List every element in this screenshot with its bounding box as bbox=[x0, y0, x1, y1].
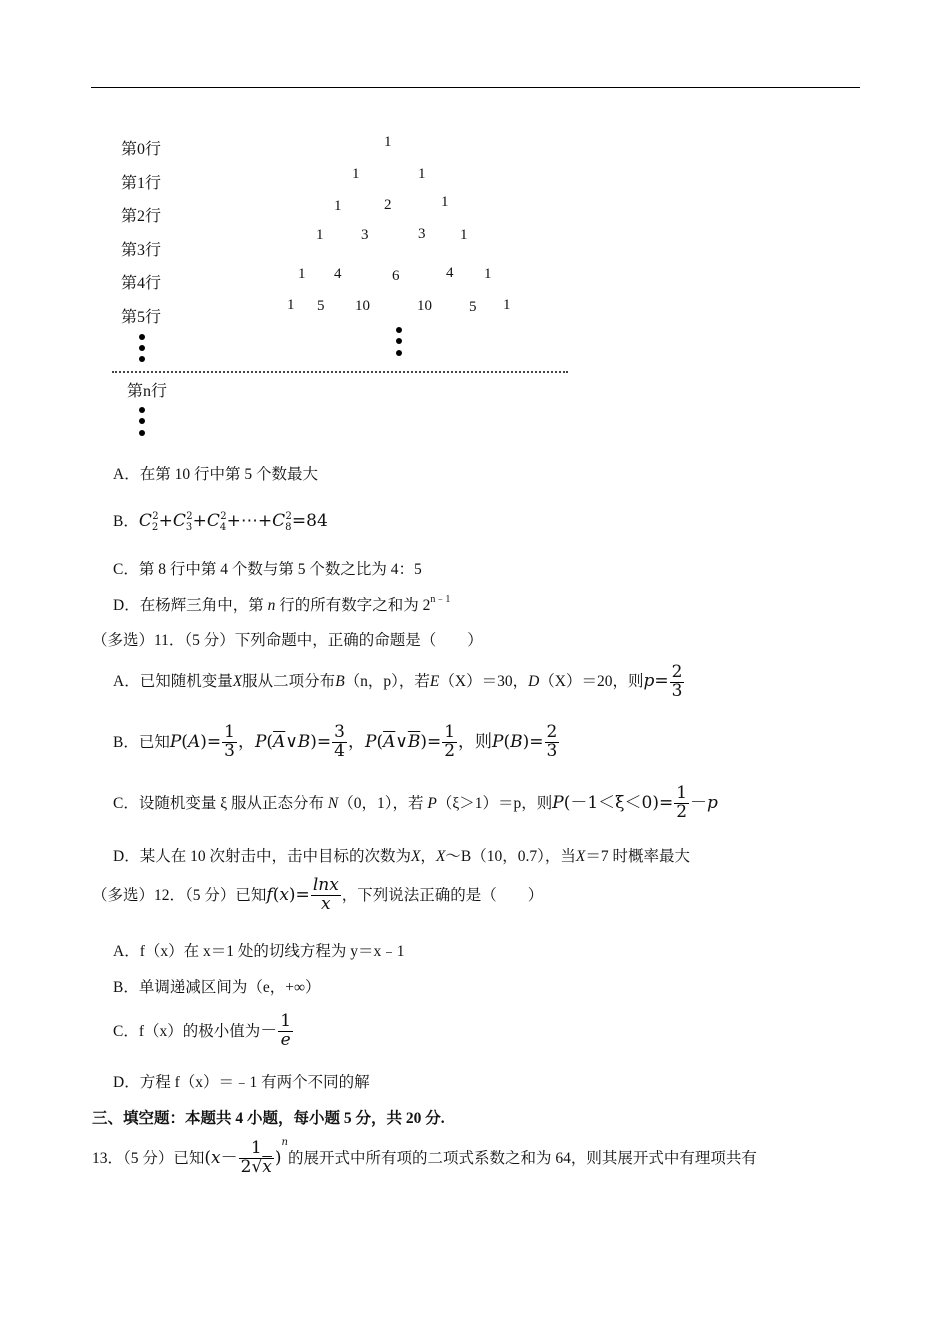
q10-option-b bbox=[113, 509, 328, 531]
q11-option-c: C．设随机变量 ξ 服从正态分布 N（0，1），若 P（ξ＞1）＝p，则P(－1＜ξ＜0)= $\frac{1}{2}$ －p bbox=[113, 783, 718, 822]
row-label-3: 第3行 bbox=[121, 242, 162, 259]
triangle-cell: 5 bbox=[469, 299, 477, 315]
triangle-cell: 1 bbox=[287, 297, 295, 313]
probability-conditions: P(A)= $\frac{1}{3}$ ，$P(\overline{A}\vee B)=$ $\frac{3}{4}$ ，$P(\overline{A}\vee\overline{B})=$ $\frac{1}{2}$ ，则P(B)= $\frac{2}{3}$ bbox=[169, 722, 558, 761]
triangle-cell: 1 bbox=[503, 297, 511, 313]
function-definition: f(x)= $\frac{\ln x}{x}$ bbox=[266, 875, 339, 914]
triangle-cell: 1 bbox=[334, 198, 342, 214]
q10-option-b-prefix: B． bbox=[113, 513, 139, 530]
triangle-cell: 1 bbox=[460, 227, 468, 243]
triangle-cell: 1 bbox=[298, 266, 306, 282]
binomial-expression: (x－ $\frac{1}{2√x}$ )$^n$ bbox=[204, 1136, 288, 1177]
q11-option-a: A．已知随机变量X服从二项分布B（n，p），若E（X）＝30，D（X）＝20，则p= $\frac{2}{3}$ bbox=[113, 662, 683, 701]
row-label-n: 第n行 bbox=[127, 383, 168, 400]
row-label-5: 第5行 bbox=[121, 309, 162, 326]
row-label-1: 第1行 bbox=[121, 175, 162, 192]
q12-option-b: B．单调递减区间为（e，+∞） bbox=[113, 979, 321, 996]
q10-option-d: D．在杨辉三角中，第 n 行的所有数字之和为 $2^{n﹣1}$ bbox=[113, 594, 451, 614]
triangle-cell: 3 bbox=[418, 226, 426, 242]
triangle-cell: 1 bbox=[384, 134, 392, 150]
triangle-cell: 4 bbox=[446, 265, 454, 281]
triangle-cell: 1 bbox=[484, 266, 492, 282]
triangle-cell: 1 bbox=[418, 166, 426, 182]
q12-option-d: D．方程 f（x）＝﹣1 有两个不同的解 bbox=[113, 1074, 370, 1091]
q12-option-a: A．f（x）在 x＝1 处的切线方程为 y＝x﹣1 bbox=[113, 943, 405, 960]
dotted-divider bbox=[112, 371, 568, 373]
triangle-cell: 5 bbox=[317, 298, 325, 314]
section-heading: 三、填空题：本题共 4 小题，每小题 5 分，共 20 分. bbox=[92, 1110, 445, 1127]
triangle-cell: 6 bbox=[392, 268, 400, 284]
triangle-cell: 1 bbox=[352, 166, 360, 182]
triangle-cell: 4 bbox=[334, 266, 342, 282]
q12-stem: （多选）12．（5 分）已知f(x)= $\frac{\ln x}{x}$ ，下列说法正确的是（ ） bbox=[92, 875, 544, 914]
triangle-cell: 2 bbox=[384, 197, 392, 213]
triangle-cell: 10 bbox=[355, 298, 370, 314]
triangle-cell: 1 bbox=[316, 227, 324, 243]
triangle-cell: 3 bbox=[361, 227, 369, 243]
row-label-0: 第0行 bbox=[121, 141, 162, 158]
q10-option-a: A．在第 10 行中第 5 个数最大 bbox=[113, 466, 318, 483]
combination-sum-result: =84 bbox=[291, 511, 328, 531]
header-rule bbox=[91, 87, 860, 88]
q12-option-c: C．f（x）的极小值为－ $\frac{1}{e}$ bbox=[113, 1011, 292, 1050]
triangle-cell: 1 bbox=[441, 194, 449, 210]
normal-dist-formula: P(－1＜ξ＜0)= $\frac{1}{2}$ －p bbox=[552, 783, 718, 822]
combination-sum-formula: $C_2^2+C_3^2+C_4^2+\cdots+C_8^2=84$ bbox=[138, 511, 328, 533]
q11-option-b: B．已知P(A)= $\frac{1}{3}$ ，$P(\overline{A}\vee B)=$ $\frac{3}{4}$ ，$P(\overline{A}\vee\overline{B})=$ $\frac{1}{2}$ ，则P(B)= $\frac{2}{3}$ bbox=[113, 724, 560, 761]
q10-option-c: C．第 8 行中第 4 个数与第 5 个数之比为 4：5 bbox=[113, 561, 422, 578]
q11-stem: （多选）11．（5 分）下列命题中，正确的命题是（ ） bbox=[92, 632, 483, 649]
row-label-2: 第2行 bbox=[121, 208, 162, 225]
row-label-4: 第4行 bbox=[121, 275, 162, 292]
q13-stem: 13．（5 分）已知(x－ $\frac{1}{2√x}$ )$^n$的展开式中所有项的二项式系数之和为 64，则其展开式中有理项共有 bbox=[92, 1136, 757, 1177]
q11-option-d: D．某人在 10 次射击中，击中目标的次数为X，X～B（10，0.7），当X＝7 时概率最大 bbox=[113, 848, 690, 865]
fraction: $\frac{2}{3}$ bbox=[671, 662, 683, 701]
triangle-cell: 10 bbox=[417, 298, 432, 314]
